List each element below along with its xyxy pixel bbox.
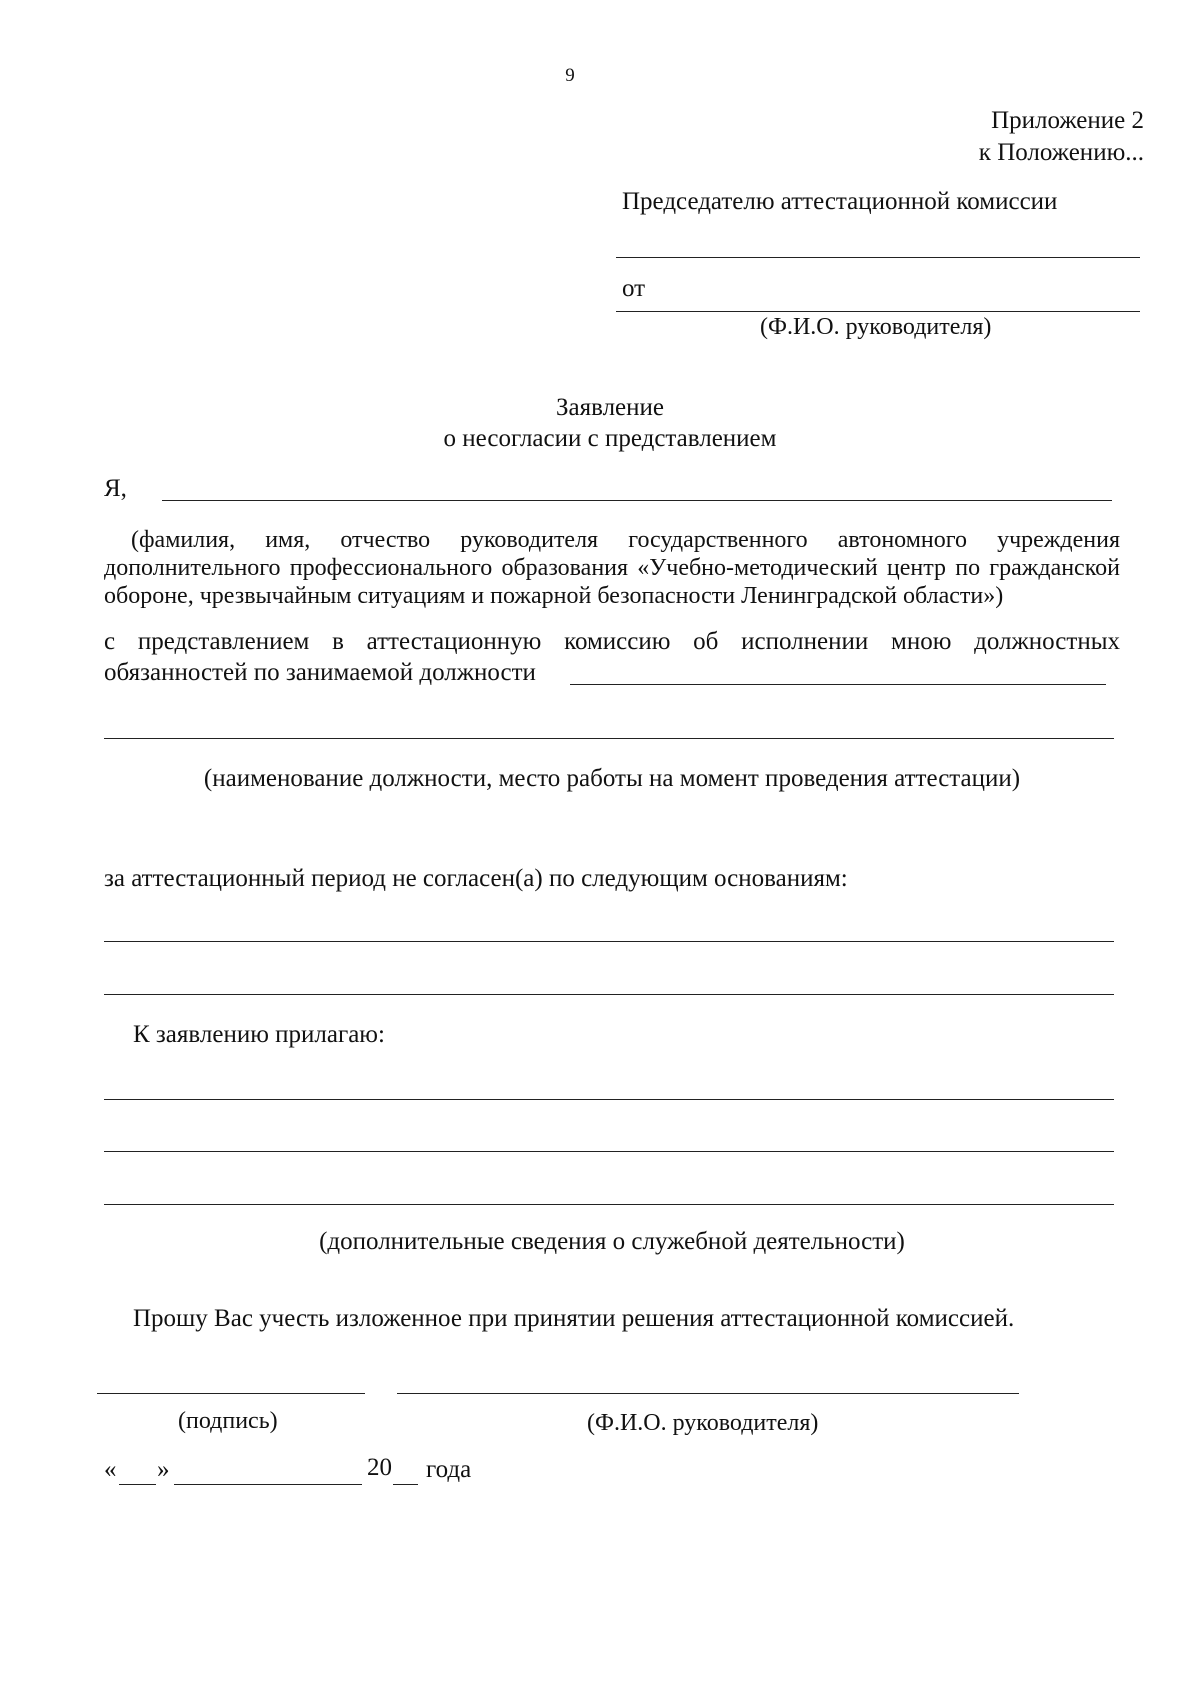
signature-line[interactable] xyxy=(97,1393,365,1394)
addressee: Председателю аттестационной комиссии xyxy=(622,188,1058,215)
page-number: 9 xyxy=(565,65,575,86)
position-caption: (наименование должности, место работы на момент проведения аттестации) xyxy=(203,765,1021,792)
grounds-line-1[interactable] xyxy=(104,941,1114,942)
name-caption-line-2: дополнительного профессионального образования «Учебно-методический центр по гражданской xyxy=(104,555,1120,581)
request-text: Прошу Вас учесть изложенное при принятии решения аттестационной комиссией. xyxy=(133,1305,1015,1332)
name-caption-line-1: (фамилия, имя, отчество руководителя государственного автономного учреждения xyxy=(131,527,1120,553)
attach-line-3[interactable] xyxy=(104,1204,1114,1205)
document-subtitle: о несогласии с представлением xyxy=(443,425,777,452)
disagree-text: за аттестационный период не согласен(а) по следующим основаниям: xyxy=(104,865,848,892)
signature-caption: (подпись) xyxy=(178,1408,278,1434)
addressee-line[interactable] xyxy=(616,257,1140,258)
date-century: 20 xyxy=(367,1454,392,1481)
attach-label: К заявлению прилагаю: xyxy=(133,1021,385,1048)
date-open-quote: « xyxy=(104,1456,117,1483)
representation-line-2: обязанностей по занимаемой должности xyxy=(104,659,536,686)
date-month-line[interactable] xyxy=(174,1484,362,1485)
date-close-quote: » xyxy=(157,1456,170,1483)
date-year-word: года xyxy=(426,1456,472,1483)
attach-line-2[interactable] xyxy=(104,1151,1114,1152)
appendix-line-2: к Положению... xyxy=(978,139,1144,166)
additional-caption: (дополнительные сведения о служебной деятельности) xyxy=(319,1228,905,1255)
document-title: Заявление xyxy=(555,394,665,421)
from-label: от xyxy=(622,275,646,302)
position-line-2[interactable] xyxy=(104,738,1114,739)
name-caption-line-3: обороне, чрезвычайным ситуациям и пожарной безопасности Ленинградской области») xyxy=(104,583,1004,609)
signature-name-caption: (Ф.И.О. руководителя) xyxy=(587,1410,819,1436)
full-name-line[interactable] xyxy=(162,500,1112,501)
representation-line-1: с представлением в аттестационную комиссию об исполнении мною должностных xyxy=(104,628,1120,655)
signature-name-line[interactable] xyxy=(397,1393,1019,1394)
position-line-1[interactable] xyxy=(570,684,1106,685)
i-label: Я, xyxy=(104,475,127,502)
attach-line-1[interactable] xyxy=(104,1099,1114,1100)
date-year-line[interactable] xyxy=(393,1484,418,1485)
date-day-line[interactable] xyxy=(119,1484,156,1485)
from-caption: (Ф.И.О. руководителя) xyxy=(760,314,992,340)
appendix-line-1: Приложение 2 xyxy=(991,107,1144,134)
grounds-line-2[interactable] xyxy=(104,994,1114,995)
